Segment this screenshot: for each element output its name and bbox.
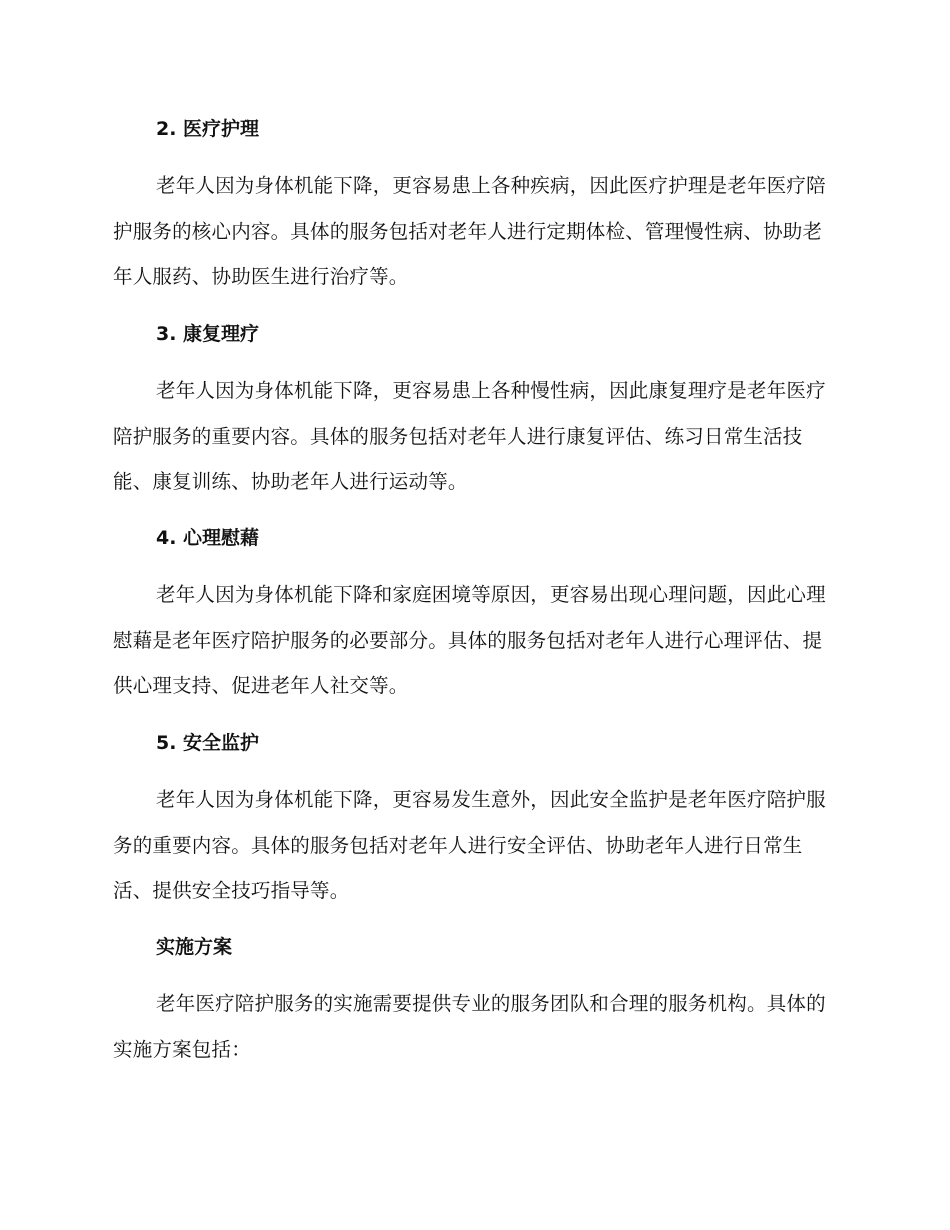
section-body-implementation-plan: 老年医疗陪护服务的实施需要提供专业的服务团队和合理的服务机构。具体的实施方案包括： — [113, 992, 826, 1061]
section-body-psychological-comfort: 老年人因为身体机能下降和家庭困境等原因，更容易出现心理问题，因此心理慰藉是老年医疗陪护服务的必要部分。具体的服务包括对老年人进行心理评估、提供心理支持、促进老年人社交等。 — [113, 583, 826, 697]
section-heading-psychological-comfort: 4. 心理慰藉 — [156, 527, 260, 549]
section-heading-safety-monitoring: 5. 安全监护 — [156, 732, 260, 754]
section-body-rehabilitation: 老年人因为身体机能下降，更容易患上各种慢性病，因此康复理疗是老年医疗陪护服务的重要内容。具体的服务包括对老年人进行康复评估、练习日常生活技能、康复训练、协助老年人进行运动等。 — [113, 379, 826, 493]
section-heading-rehabilitation: 3. 康复理疗 — [156, 323, 260, 345]
section-heading-implementation-plan: 实施方案 — [156, 936, 233, 958]
section-heading-medical-care: 2. 医疗护理 — [156, 118, 260, 140]
section-body-medical-care: 老年人因为身体机能下降，更容易患上各种疾病，因此医疗护理是老年医疗陪护服务的核心内容。具体的服务包括对老年人进行定期体检、管理慢性病、协助老年人服药、协助医生进行治疗等。 — [113, 174, 826, 288]
section-body-safety-monitoring: 老年人因为身体机能下降，更容易发生意外，因此安全监护是老年医疗陪护服务的重要内容。具体的服务包括对老年人进行安全评估、协助老年人进行日常生活、提供安全技巧指导等。 — [113, 788, 826, 902]
